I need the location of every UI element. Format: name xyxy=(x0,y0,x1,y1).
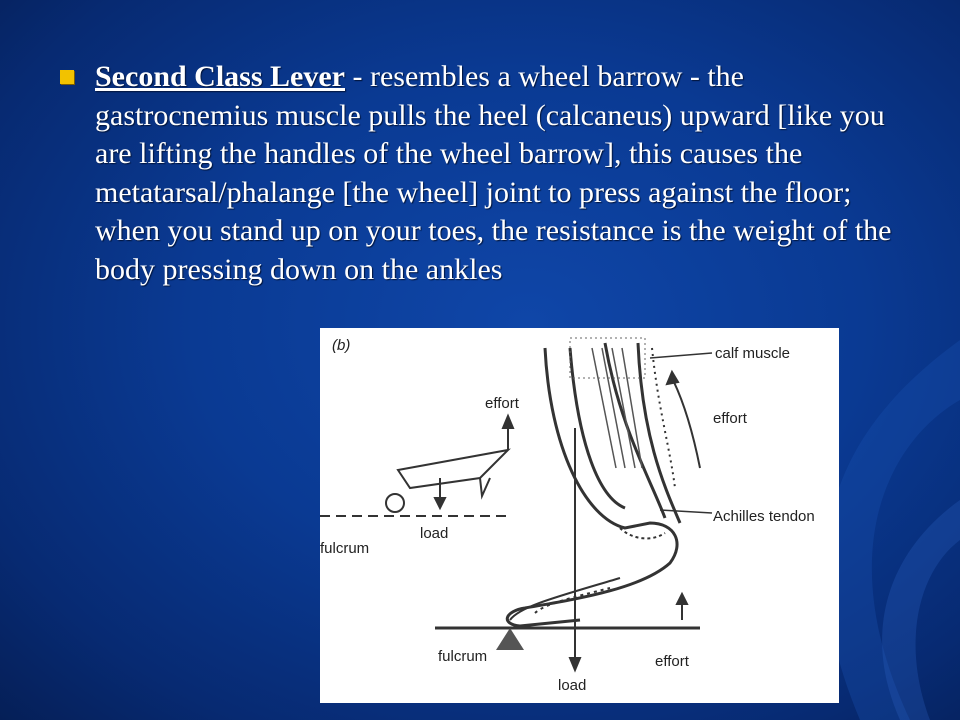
bullet-term: Second Class Lever xyxy=(95,60,345,93)
bullet-item xyxy=(60,58,910,289)
foot-lever-diagram xyxy=(320,328,839,703)
calf-muscle-label: calf muscle xyxy=(715,345,791,362)
bullet-body: - resembles a wheel barrow - the gastrocnemius muscle pulls the heel (calcaneus) upward [like you are lifting the handles of the wheel barrow], this causes the metatarsal/phalange [the wheel] joint to press against the floor; when you stand up on your toes, the resistance is the weight of the body pressing down on the ankles xyxy=(95,60,892,286)
panel-label: (b) xyxy=(332,337,351,354)
calf-muscle-hatching xyxy=(592,348,642,468)
bullet-marker xyxy=(60,70,74,84)
load-foot-label: load xyxy=(558,677,587,694)
effort-foot-label: effort xyxy=(655,653,689,670)
bullet-text xyxy=(95,58,910,289)
load-lever-label: load xyxy=(420,525,449,542)
fulcrum-triangle xyxy=(496,628,524,650)
leader-lines xyxy=(650,353,712,513)
effort-lever-label: effort xyxy=(485,395,519,412)
leg-foot-drawing xyxy=(507,343,680,626)
load-arrow xyxy=(570,428,580,670)
lever-sketch xyxy=(320,416,513,516)
fulcrum-lever-label: fulcrum xyxy=(320,540,370,557)
effort-arrow-foot xyxy=(677,594,687,620)
fulcrum-foot-label: fulcrum xyxy=(438,648,488,665)
lever-figure xyxy=(320,328,839,703)
effort-arrow-calf xyxy=(667,372,700,468)
effort-top-label: effort xyxy=(713,410,747,427)
achilles-tendon-label: Achilles tendon xyxy=(713,508,815,525)
